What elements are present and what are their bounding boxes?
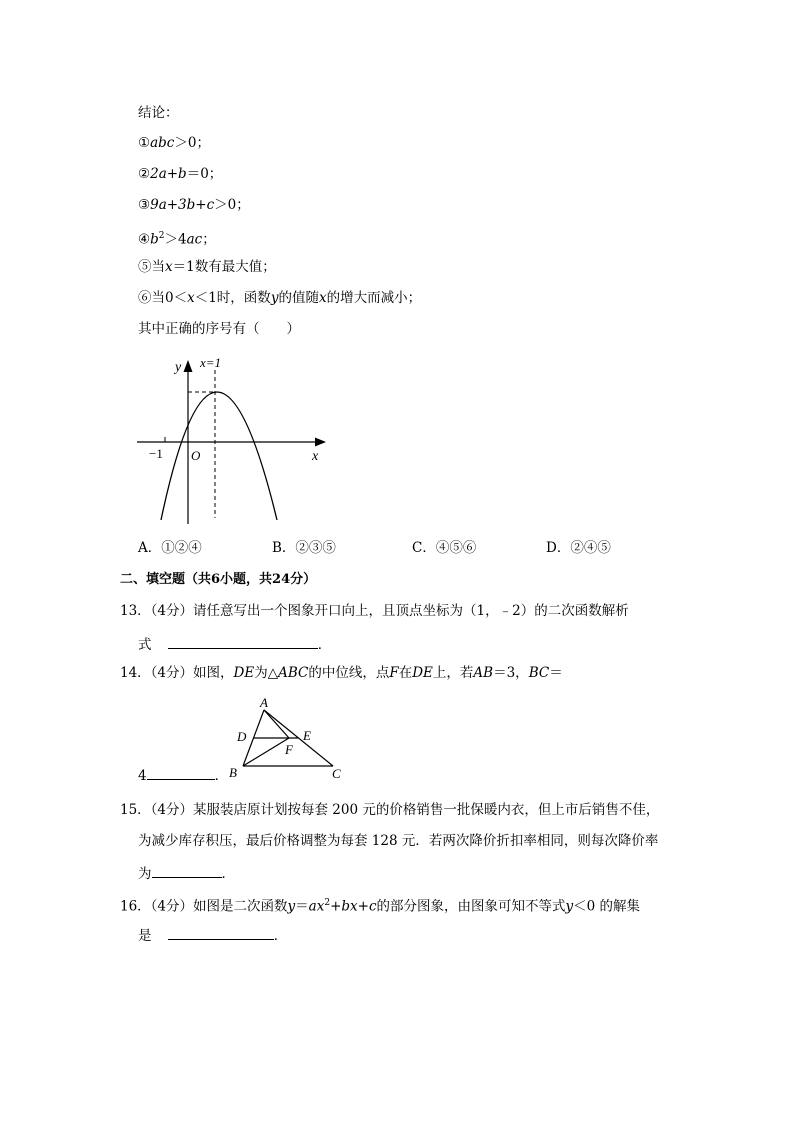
y-axis-label: y <box>175 360 182 375</box>
conclusion-label: 结论： <box>138 105 179 121</box>
y-axis-arrow <box>184 360 193 372</box>
conclusion-item-6: ⑥当0＜x＜1时，函数y的值随x的增大而减小； <box>138 290 422 306</box>
origin-label: O <box>191 448 201 463</box>
q15-answer-blank[interactable] <box>152 863 222 878</box>
conclusion-item-2: ②2a+b＝0； <box>138 166 223 182</box>
conclusion-item-4: $④b^2>4ac$； <box>138 231 216 248</box>
section-title: 二、填空题（共6小题，共24分） <box>120 572 317 587</box>
q14-line1: 14．（4分）如图，DE为△ABC的中位线，点F在DE上，若AB＝3，BC＝ <box>120 665 563 681</box>
segment-bf <box>243 738 289 766</box>
label-c: C <box>332 766 341 781</box>
q13-answer-blank[interactable] <box>168 634 318 649</box>
label-b: B <box>229 765 237 780</box>
neg-one-label: −1 <box>149 446 163 461</box>
label-e: E <box>303 728 311 743</box>
question-prompt: 其中正确的序号有（ ） <box>138 321 300 337</box>
conclusion-item-1: ①abc＞0； <box>138 135 210 151</box>
option-c[interactable]: C．④⑤⑥ <box>412 540 477 556</box>
q15-line2: 为减少库存积压，最后价格调整为每套 128 元．若两次降价折扣率相同，则每次降价率 <box>138 833 659 849</box>
q15-line3: 为 ． <box>138 863 235 883</box>
label-a: A <box>260 695 268 710</box>
x-axis-label: x <box>312 449 319 464</box>
symmetry-label: x=1 <box>200 355 222 370</box>
conclusion-item-5: ⑤当x＝1数有最大值； <box>138 259 276 275</box>
q16-answer-blank[interactable] <box>168 925 274 940</box>
q13-line2: 式 ． <box>138 634 331 654</box>
conclusion-item-3: ③9a+3b+c＞0； <box>138 197 250 213</box>
q13-line1: 13．（4分）请任意写出一个图象开口向上，且顶点坐标为（1，﹣2）的二次函数解析 <box>120 603 629 619</box>
q14-line2: 4 ． <box>138 765 228 785</box>
q16-line1: 16．（4分）如图是二次函数$y=ax^2+bx+c$的部分图象，由图象可知不等式y＜0 的解集 <box>120 898 641 915</box>
label-f: F <box>285 742 293 757</box>
option-a[interactable]: A．①②④ <box>138 540 202 556</box>
option-d[interactable]: D．②④⑤ <box>546 540 611 556</box>
q16-line2: 是 ． <box>138 925 287 945</box>
option-b[interactable]: B．②③⑤ <box>272 540 336 556</box>
segment-af <box>264 710 289 738</box>
q14-answer-blank[interactable] <box>147 765 215 780</box>
label-d: D <box>237 729 247 744</box>
x-axis-arrow <box>315 438 326 447</box>
triangle-figure <box>225 694 350 784</box>
parabola-graph <box>135 348 335 526</box>
q15-line1: 15．（4分）某服装店原计划按每套 200 元的价格销售一批保暖内衣，但上市后销售不佳， <box>120 802 660 818</box>
parabola-curve <box>161 392 277 520</box>
